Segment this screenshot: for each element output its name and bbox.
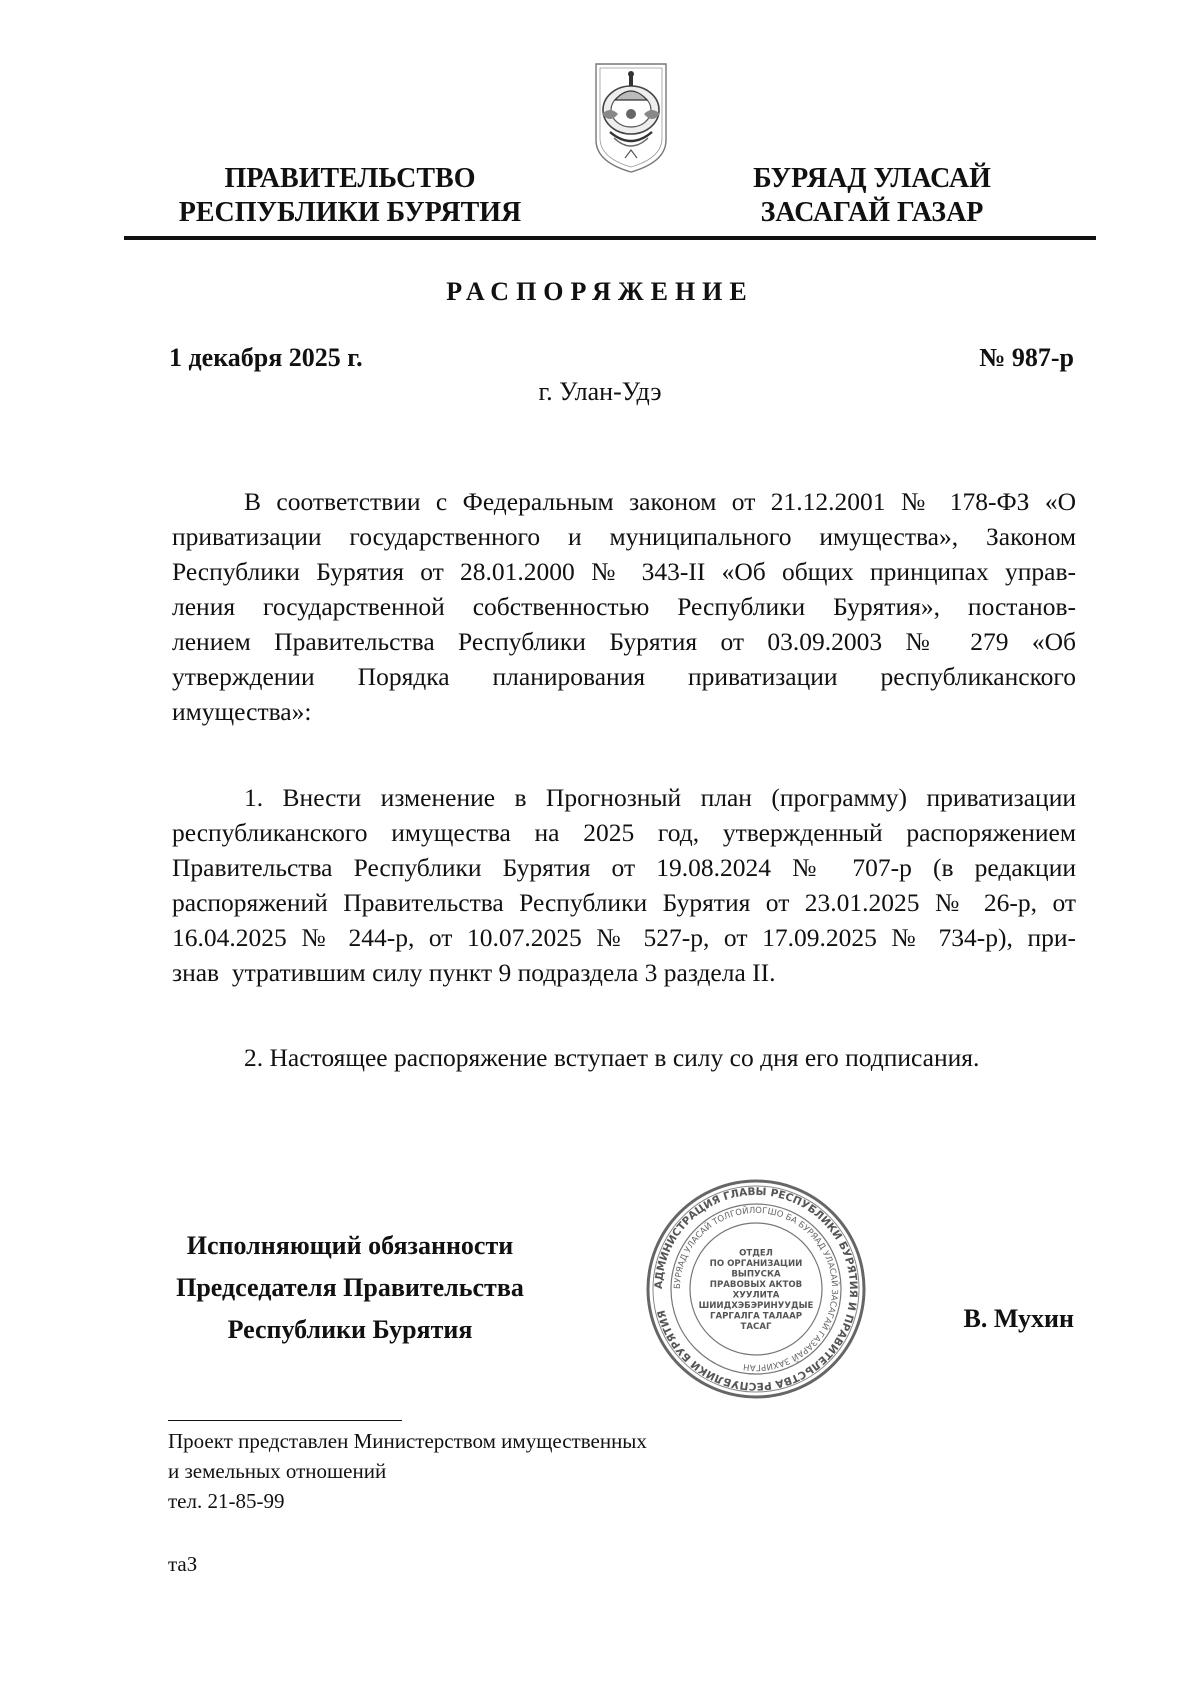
footer-line: и земельных отношений: [168, 1459, 387, 1483]
text-line: распоряжений Правительства Республики Бурятия от 23.01.2025 № 26-р, от: [172, 888, 1076, 917]
official-seal-icon: [645, 1178, 867, 1400]
signatory-title: [150, 1225, 550, 1351]
clause-1-paragraph: [172, 780, 1076, 990]
coat-of-arms-icon: [590, 58, 672, 176]
document-number: № 987-р: [979, 343, 1074, 372]
text-line: республиканского имущества на 2025 год, утвержденный распоряжением: [172, 818, 1076, 847]
issuer-ru-line: РЕСПУБЛИКИ БУРЯТИЯ: [178, 197, 522, 228]
text-line: утверждении Порядка планирования приватизации республиканского: [172, 662, 1076, 691]
signatory-name: В. Мухин: [963, 1304, 1074, 1333]
header-divider: [124, 236, 1096, 240]
seal-center-line: ВЫПУСКА: [731, 1269, 781, 1280]
signatory-title-line: Республики Бурятия: [227, 1315, 473, 1344]
seal-center-line: ОТДЕЛ: [739, 1248, 773, 1259]
seal-center-line: ТАСАГ: [740, 1321, 772, 1332]
document-date: 1 декабря 2025 г.: [169, 343, 363, 372]
text-line: В соответствии с Федеральным законом от 21.12.2001 № 178-ФЗ «О: [244, 487, 1076, 516]
text-line: имущества»:: [172, 697, 312, 726]
document-city: г. Улан-Удэ: [538, 377, 662, 406]
issuer-name-ru: [160, 162, 540, 230]
text-line: приватизации государственного и муниципального имущества», Законом: [172, 522, 1076, 551]
preamble-paragraph: [172, 484, 1076, 729]
text-line: Республики Бурятия от 28.01.2000 № 343-II «Об общих принципах управ-: [172, 557, 1076, 586]
text-line: 2. Настоящее распоряжение вступает в силу со дня его подписания.: [244, 1043, 980, 1072]
seal-inner-text: БУРЯАД УЛАСАЙ ТОЛГОЙЛОГШО БА БУРЯАД УЛАСАЙ ЗАСАГАЙ ГАЗАРАЙ ЗАХИРГАН: [672, 1205, 840, 1373]
issuer-ru-line: ПРАВИТЕЛЬСТВО: [224, 163, 476, 194]
document-type: РАСПОРЯЖЕНИЕ: [446, 277, 754, 306]
seal-center-line: ПРАВОВЫХ АКТОВ: [709, 1279, 803, 1290]
text-line: 1. Внести изменение в Прогнозный план (программу) приватизации: [244, 783, 1076, 812]
seal-center-line: ПО ОРГАНИЗАЦИИ: [709, 1258, 803, 1269]
text-line: лением Правительства Республики Бурятия от 03.09.2003 № 279 «Об: [172, 627, 1076, 656]
clause-2-paragraph: [172, 1040, 1076, 1075]
text-line: ления государственной собственностью Республики Бурятия», постанов-: [172, 592, 1076, 621]
footer-line: тел. 21-85-99: [168, 1489, 285, 1513]
footer-note: [168, 1426, 647, 1516]
signatory-title-line: Председателя Правительства: [176, 1273, 524, 1302]
text-line: Правительства Республики Бурятия от 19.08.2024 № 707-р (в редакции: [172, 853, 1076, 882]
seal-outer-text: АДМИНИСТРАЦИЯ ГЛАВЫ РЕСПУБЛИКИ БУРЯТИЯ И ПРАВИТЕЛЬСТВА РЕСПУБЛИКИ БУРЯТИЯ: [652, 1185, 860, 1393]
seal-center-line: ГАРГАЛГА ТАЛААР: [709, 1311, 803, 1322]
footer-line: Проект представлен Министерством имущественных: [168, 1429, 647, 1453]
issuer-name-bua: [722, 162, 1022, 230]
text-line: 16.04.2025 № 244-р, от 10.07.2025 № 527-р, от 17.09.2025 № 734-р), при-: [172, 923, 1076, 952]
registry-code: таЗ: [168, 1552, 198, 1576]
seal-center-line: ХУУЛИТА: [732, 1290, 780, 1301]
seal-center-line: ШИИДХЭБЭРИНУУДЫЕ: [698, 1300, 814, 1311]
signatory-title-line: Исполняющий обязанности: [186, 1231, 514, 1260]
text-line: знав утратившим силу пункт 9 подраздела 3 раздела II.: [172, 958, 776, 987]
issuer-bua-line: БУРЯАД УЛАСАЙ: [753, 163, 991, 194]
issuer-bua-line: ЗАСАГАЙ ГАЗАР: [760, 197, 984, 228]
footer-divider: [168, 1420, 402, 1421]
